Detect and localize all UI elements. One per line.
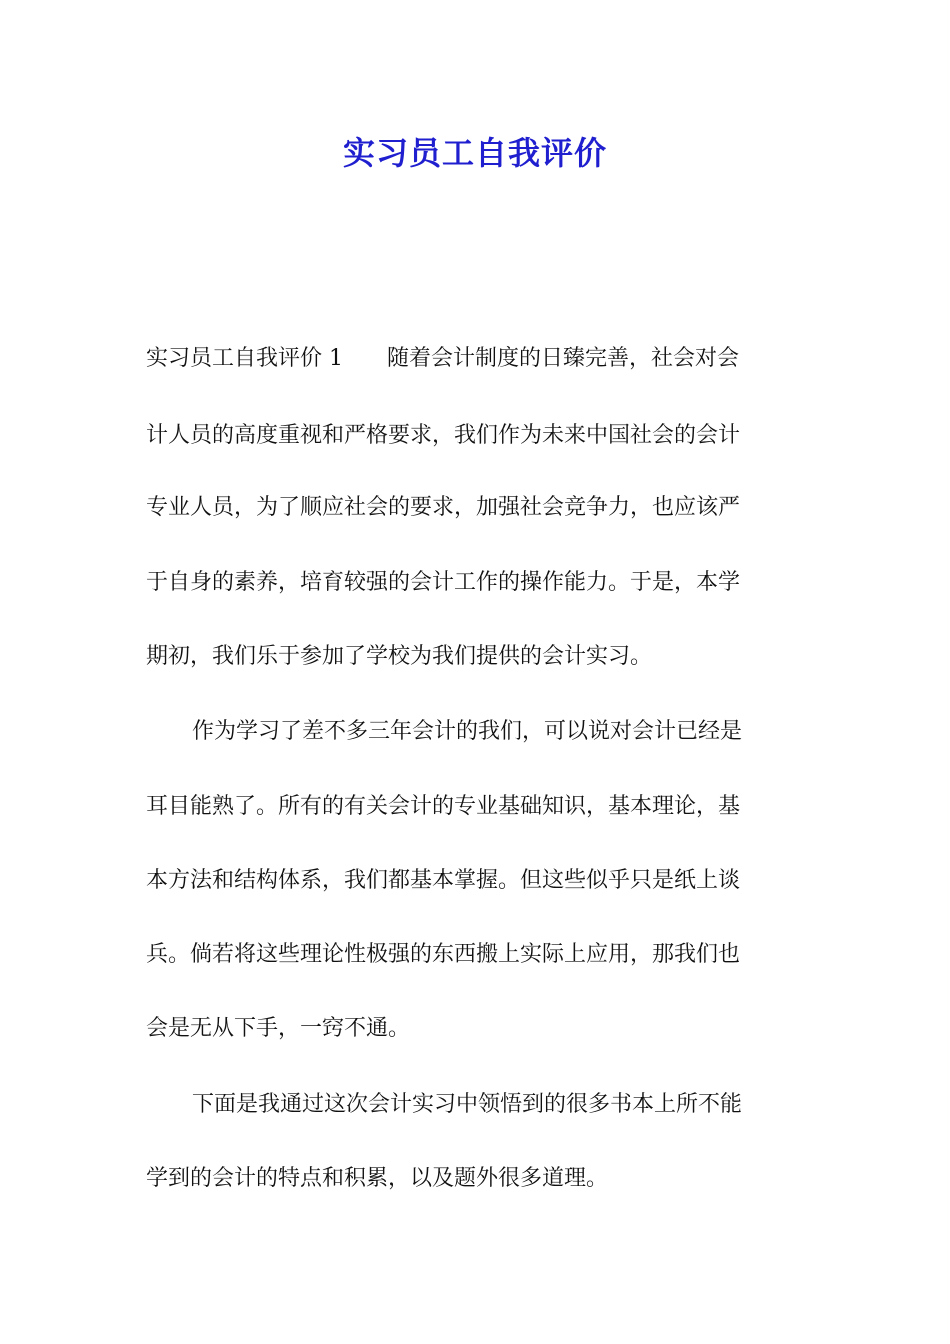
body-line-10: 会是无从下手，一窍不通。	[146, 1016, 411, 1041]
body-line-5: 期初，我们乐于参加了学校为我们提供的会计实习。	[146, 644, 653, 669]
body-line-4: 于自身的素养，培育较强的会计工作的操作能力。于是，本学	[146, 570, 741, 595]
body-line-11: 下面是我通过这次会计实习中领悟到的很多书本上所不能	[192, 1092, 743, 1117]
body-line-12: 学到的会计的特点和积累，以及题外很多道理。	[146, 1166, 609, 1191]
body-line-3: 专业人员，为了顺应社会的要求，加强社会竞争力，也应该严	[146, 495, 741, 520]
body-line-1: 实习员工自我评价 1 随着会计制度的日臻完善，社会对会	[146, 346, 739, 371]
body-line-7: 耳目能熟了。所有的有关会计的专业基础知识，基本理论，基	[146, 794, 741, 819]
body-line-6: 作为学习了差不多三年会计的我们，可以说对会计已经是	[192, 719, 743, 744]
body-line-9: 兵。倘若将这些理论性极强的东西搬上实际上应用，那我们也	[146, 942, 741, 967]
document-title: 实习员工自我评价	[342, 134, 607, 172]
body-line-8: 本方法和结构体系，我们都基本掌握。但这些似乎只是纸上谈	[146, 868, 741, 893]
body-line-2: 计人员的高度重视和严格要求，我们作为未来中国社会的会计	[146, 423, 741, 448]
